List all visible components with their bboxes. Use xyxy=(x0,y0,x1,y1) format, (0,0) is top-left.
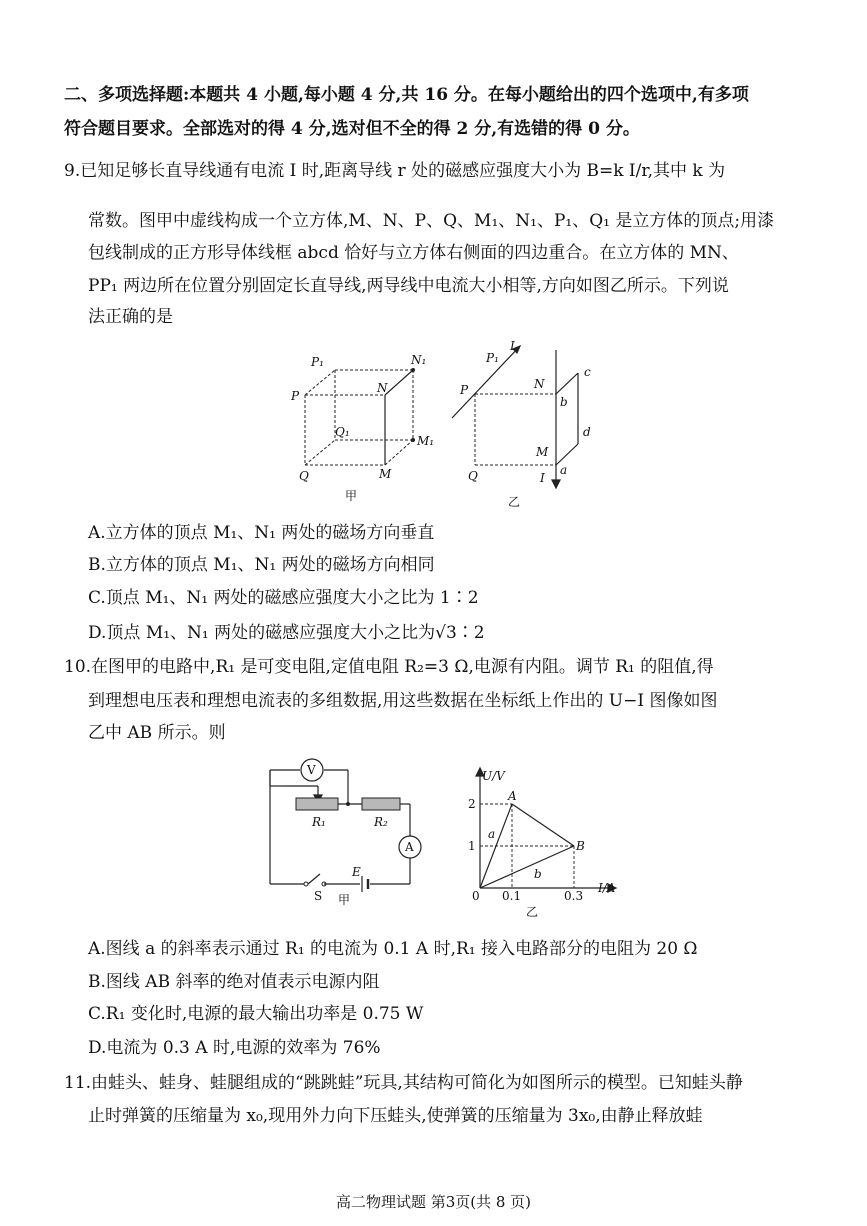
jia-label-p: P xyxy=(291,389,300,403)
yi-label-p1: P₁ xyxy=(486,351,499,365)
graph-tick-x03: 0.3 xyxy=(564,889,584,903)
q10-option-b: B.图线 AB 斜率的绝对值表示电源内阻 xyxy=(88,972,380,992)
q10-option-d: D.电流为 0.3 A 时,电源的效率为 76% xyxy=(88,1038,381,1058)
graph-caption: 乙 xyxy=(526,905,539,919)
yi-label-q: Q xyxy=(468,469,478,483)
jia-label-m: M xyxy=(379,467,392,481)
circuit-source-label: E xyxy=(352,865,361,879)
circuit-voltmeter-label: V xyxy=(307,763,316,777)
circuit-r1-label: R₁ xyxy=(312,815,326,829)
jia-label-m1: M₁ xyxy=(417,434,435,448)
jia-label-q: Q xyxy=(299,469,309,483)
jia-label-n: N xyxy=(377,381,388,395)
q10-option-c: C.R₁ 变化时,电源的最大输出功率是 0.75 W xyxy=(88,1004,424,1024)
q11-line1: 11.由蛙头、蛙身、蛙腿组成的“跳跳蛙”玩具,其结构可简化为如图所示的模型。已知蛙头静 xyxy=(64,1073,743,1093)
graph-tick-y2: 2 xyxy=(468,797,476,811)
q9-line5: 法正确的是 xyxy=(88,307,173,327)
graph-y-axis-label: U/V xyxy=(482,769,505,783)
yi-label-i-top: I xyxy=(510,339,515,353)
q10-line3: 乙中 AB 所示。则 xyxy=(88,723,226,743)
jia-caption: 甲 xyxy=(345,489,358,503)
yi-label-n: N xyxy=(534,377,545,391)
yi-label-a: a xyxy=(560,463,568,477)
q11-line2: 止时弹簧的压缩量为 x₀,现用外力向下压蛙头,使弹簧的压缩量为 3x₀,由静止释放蛙 xyxy=(88,1106,703,1126)
yi-label-d: d xyxy=(583,425,591,439)
yi-label-i-bot: I xyxy=(540,471,545,485)
q10-line2: 到理想电压表和理想电流表的多组数据,用这些数据在坐标纸上作出的 U−I 图像如图 xyxy=(88,691,718,711)
graph-tick-y1: 1 xyxy=(468,839,476,853)
q9-figure-jia xyxy=(285,350,445,510)
q9-option-a: A.立方体的顶点 M₁、N₁ 两处的磁场方向垂直 xyxy=(88,523,435,543)
q9-line1: 9.已知足够长直导线通有电流 I 时,距离导线 r 处的磁感应强度大小为 B=k I/r,其中 k 为 xyxy=(64,161,726,181)
yi-caption: 乙 xyxy=(508,495,521,509)
jia-label-q1: Q₁ xyxy=(335,425,350,439)
yi-label-p: P xyxy=(460,383,469,397)
yi-label-m: M xyxy=(536,445,549,459)
jia-label-n1: N₁ xyxy=(411,353,427,367)
page-footer: 高二物理试题 第3页(共 8 页) xyxy=(335,1193,532,1211)
section-header-line2: 符合题目要求。全部选对的得 4 分,选对但不全的得 2 分,有选错的得 0 分。 xyxy=(64,119,640,139)
q9-option-c: C.顶点 M₁、N₁ 两处的磁感应强度大小之比为 1∶2 xyxy=(88,588,479,608)
section-header-line1: 二、多项选择题:本题共 4 小题,每小题 4 分,共 16 分。在每小题给出的四个选项中,有多项 xyxy=(64,85,749,105)
circuit-switch-label: S xyxy=(314,889,323,903)
q10-line1: 10.在图甲的电路中,R₁ 是可变电阻,定值电阻 R₂=3 Ω,电源有内阻。调节 R₁ 的阻值,得 xyxy=(64,657,714,677)
graph-origin: 0 xyxy=(472,889,480,903)
q9-option-b: B.立方体的顶点 M₁、N₁ 两处的磁场方向相同 xyxy=(88,555,435,575)
jia-label-p1: P₁ xyxy=(311,355,324,369)
q9-line3: 包线制成的正方形导体线框 abcd 恰好与立方体右侧面的四边重合。在立方体的 MN、 xyxy=(88,243,739,263)
graph-point-a: A xyxy=(508,789,517,803)
graph-line-b: b xyxy=(534,867,542,881)
q9-line4: PP₁ 两边所在位置分别固定长直导线,两导线中电流大小相等,方向如图乙所示。下列说 xyxy=(88,276,729,296)
q9-line2: 常数。图甲中虚线构成一个立方体,M、N、P、Q、M₁、N₁、P₁、Q₁ 是立方体的顶点;用漆 xyxy=(88,211,775,231)
circuit-r2-label: R₂ xyxy=(374,815,388,829)
q10-ui-graph xyxy=(460,760,630,922)
graph-tick-x01: 0.1 xyxy=(502,889,522,903)
q9-option-d: D.顶点 M₁、N₁ 两处的磁感应强度大小之比为√3∶2 xyxy=(88,623,485,643)
circuit-caption: 甲 xyxy=(338,893,351,907)
q9-figure-yi xyxy=(450,336,620,514)
graph-x-axis-label: I/A xyxy=(598,881,616,895)
yi-label-c: c xyxy=(584,365,591,379)
q10-option-a: A.图线 a 的斜率表示通过 R₁ 的电流为 0.1 A 时,R₁ 接入电路部分的电阻为 20 Ω xyxy=(88,939,698,959)
circuit-ammeter-label: A xyxy=(405,840,414,854)
yi-label-b: b xyxy=(560,395,568,409)
graph-line-a: a xyxy=(488,827,496,841)
q10-circuit-diagram xyxy=(262,758,432,908)
graph-point-b: B xyxy=(576,839,585,853)
